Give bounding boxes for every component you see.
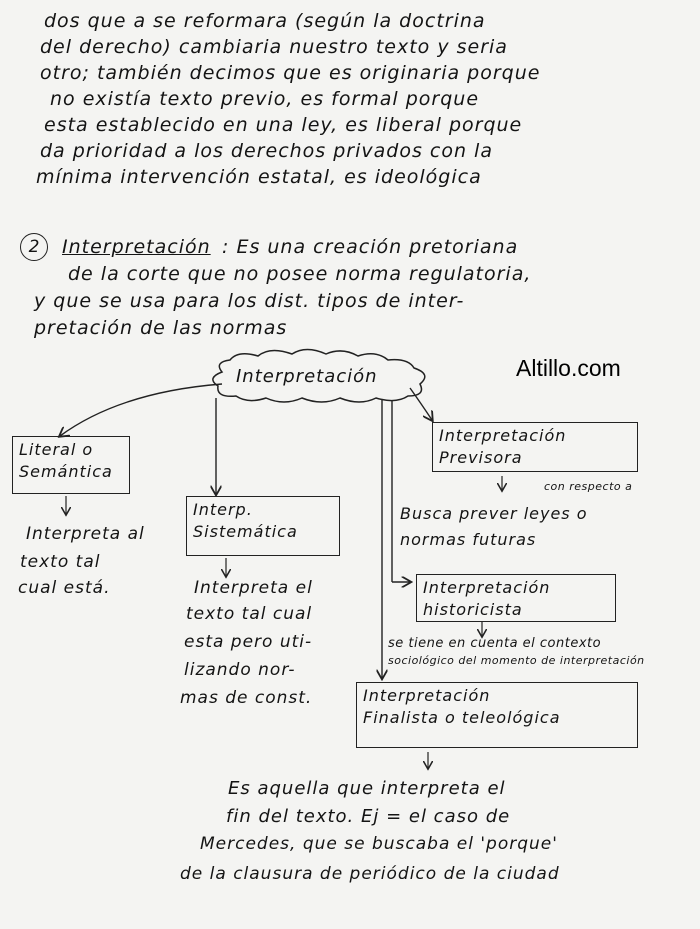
- historicista-title-1: Interpretación: [423, 578, 551, 597]
- sistematica-desc-5: mas de const.: [180, 688, 313, 708]
- section-title: Interpretación: [62, 236, 211, 258]
- historicista-title-2: historicista: [423, 600, 523, 619]
- previsora-desc-2: normas futuras: [400, 530, 537, 549]
- previsora-title-1: Interpretación: [439, 426, 567, 445]
- intro-line-5: esta establecido en una ley, es liberal porque: [44, 114, 523, 136]
- literal-desc-3: cual está.: [18, 578, 111, 598]
- intro-line-2: del derecho) cambiaria nuestro texto y seria: [40, 36, 508, 58]
- intro-line-7: mínima intervención estatal, es ideológica: [36, 166, 482, 188]
- box-historicista: [416, 574, 616, 622]
- box-finalista: [356, 682, 638, 748]
- diagram-root: Interpretación: [236, 366, 378, 387]
- sistematica-title-1: Interp.: [193, 500, 253, 519]
- finalista-desc-3: Mercedes, que se buscaba el 'porque': [200, 834, 558, 854]
- intro-line-1: dos que a se reformara (según la doctrina: [44, 10, 486, 32]
- intro-line-4: no existía texto previo, es formal porque: [50, 88, 480, 110]
- sistematica-desc-3: esta pero uti-: [184, 632, 313, 652]
- sistematica-title-2: Sistemática: [193, 522, 298, 541]
- historicista-desc-1: se tiene en cuenta el contexto: [388, 636, 602, 651]
- literal-desc-2: texto tal: [20, 552, 101, 572]
- box-sistematica: [186, 496, 340, 556]
- sistematica-desc-1: Interpreta el: [194, 578, 313, 598]
- finalista-desc-4: de la clausura de periódico de la ciudad: [180, 864, 560, 884]
- sistematica-desc-2: texto tal cual: [186, 604, 313, 624]
- section-line-4: pretación de las normas: [34, 317, 288, 339]
- section-number: 2: [20, 233, 48, 261]
- previsora-note: con respecto a: [544, 480, 633, 493]
- literal-desc-1: Interpreta al: [26, 524, 145, 544]
- box-previsora: [432, 422, 638, 472]
- finalista-desc-1: Es aquella que interpreta el: [228, 778, 506, 799]
- previsora-title-2: Previsora: [439, 448, 523, 467]
- section-line-3: y que se usa para los dist. tipos de inter-: [34, 290, 465, 312]
- finalista-title-1: Interpretación: [363, 686, 491, 705]
- literal-title-1: Literal o: [19, 440, 94, 459]
- sistematica-desc-4: lizando nor-: [184, 660, 296, 680]
- watermark: Altillo.com: [516, 355, 621, 381]
- intro-line-6: da prioridad a los derechos privados con la: [40, 140, 493, 162]
- box-literal: [12, 436, 130, 494]
- section-line-1: : Es una creación pretoriana: [222, 236, 519, 258]
- historicista-desc-2: sociológico del momento de interpretación: [388, 654, 645, 667]
- finalista-title-2: Finalista o teleológica: [363, 708, 561, 727]
- section-line-2: de la corte que no posee norma regulatoria,: [68, 263, 532, 285]
- literal-title-2: Semántica: [19, 462, 113, 481]
- previsora-desc-1: Busca prever leyes o: [400, 504, 588, 523]
- finalista-desc-2: fin del texto. Ej = el caso de: [226, 806, 511, 827]
- intro-line-3: otro; también decimos que es originaria porque: [40, 62, 541, 84]
